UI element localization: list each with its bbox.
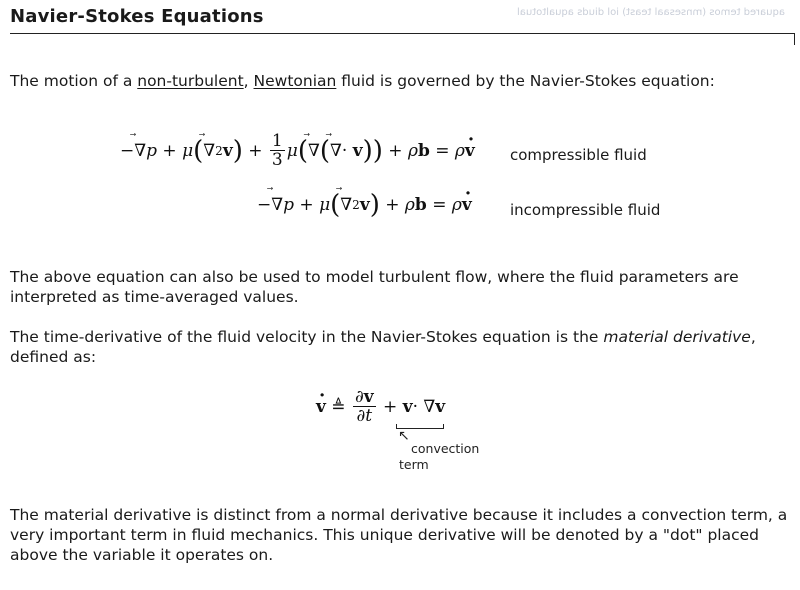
- annotation-arrow-icon: ↖: [398, 428, 410, 444]
- intro-text-end: fluid is governed by the Navier-Stokes equation:: [336, 72, 715, 90]
- equation-material-derivative: · v ≜ $\frac{\partial v}{\partial t}$ + v · ∇ v: [316, 388, 445, 425]
- equation-compressible: − ⃗ ∇ p + μ ( ⃗ ∇ 2 v ) + $\frac{1}{3}$ μ ( ⃗ ∇ ( ⃗ ∇ · v ) ) + ρ b = ρ · v: [120, 132, 475, 169]
- annotation-line-2: term: [399, 457, 429, 472]
- material-derivative-term: material derivative: [603, 328, 751, 346]
- material-text-end: , defined as:: [10, 328, 756, 366]
- label-compressible: compressible fluid: [510, 146, 647, 164]
- annotation-line-1: convection: [411, 441, 480, 456]
- intro-text-start: The motion of a: [10, 72, 138, 90]
- material-text-start: The time-derivative of the fluid velocity in the Navier-Stokes equation is the: [10, 328, 604, 346]
- equation-incompressible: − ⃗ ∇ p + μ ( ⃗ ∇ 2 v ) + ρ b = ρ · v: [257, 193, 472, 217]
- intro-paragraph: [10, 71, 795, 91]
- turbulent-paragraph: The above equation can also be used to model turbulent flow, where the fluid parameters are interpreted as time-averaged values.: [10, 268, 739, 306]
- conclusion-paragraph: The material derivative is distinct from a normal derivative because it includes a convection term, a very important term in fluid mechanics. This unique derivative will be denoted by a "dot" placed above the variable it operates on.: [10, 506, 788, 564]
- title-divider-tick: [794, 33, 795, 45]
- bleed-through-text: aquared temos (mnsesaal teast) iol diuds aqualtotual: [517, 7, 785, 18]
- page-title: Navier-Stokes Equations: [10, 6, 264, 27]
- label-incompressible: incompressible fluid: [510, 201, 661, 219]
- link-non-turbulent[interactable]: non-turbulent: [137, 72, 244, 90]
- link-newtonian[interactable]: Newtonian: [253, 72, 337, 90]
- title-divider: [10, 33, 795, 34]
- convection-term-annotation: [399, 441, 480, 473]
- material-derivative-paragraph: [10, 327, 795, 367]
- intro-text-comma: ,: [243, 72, 254, 90]
